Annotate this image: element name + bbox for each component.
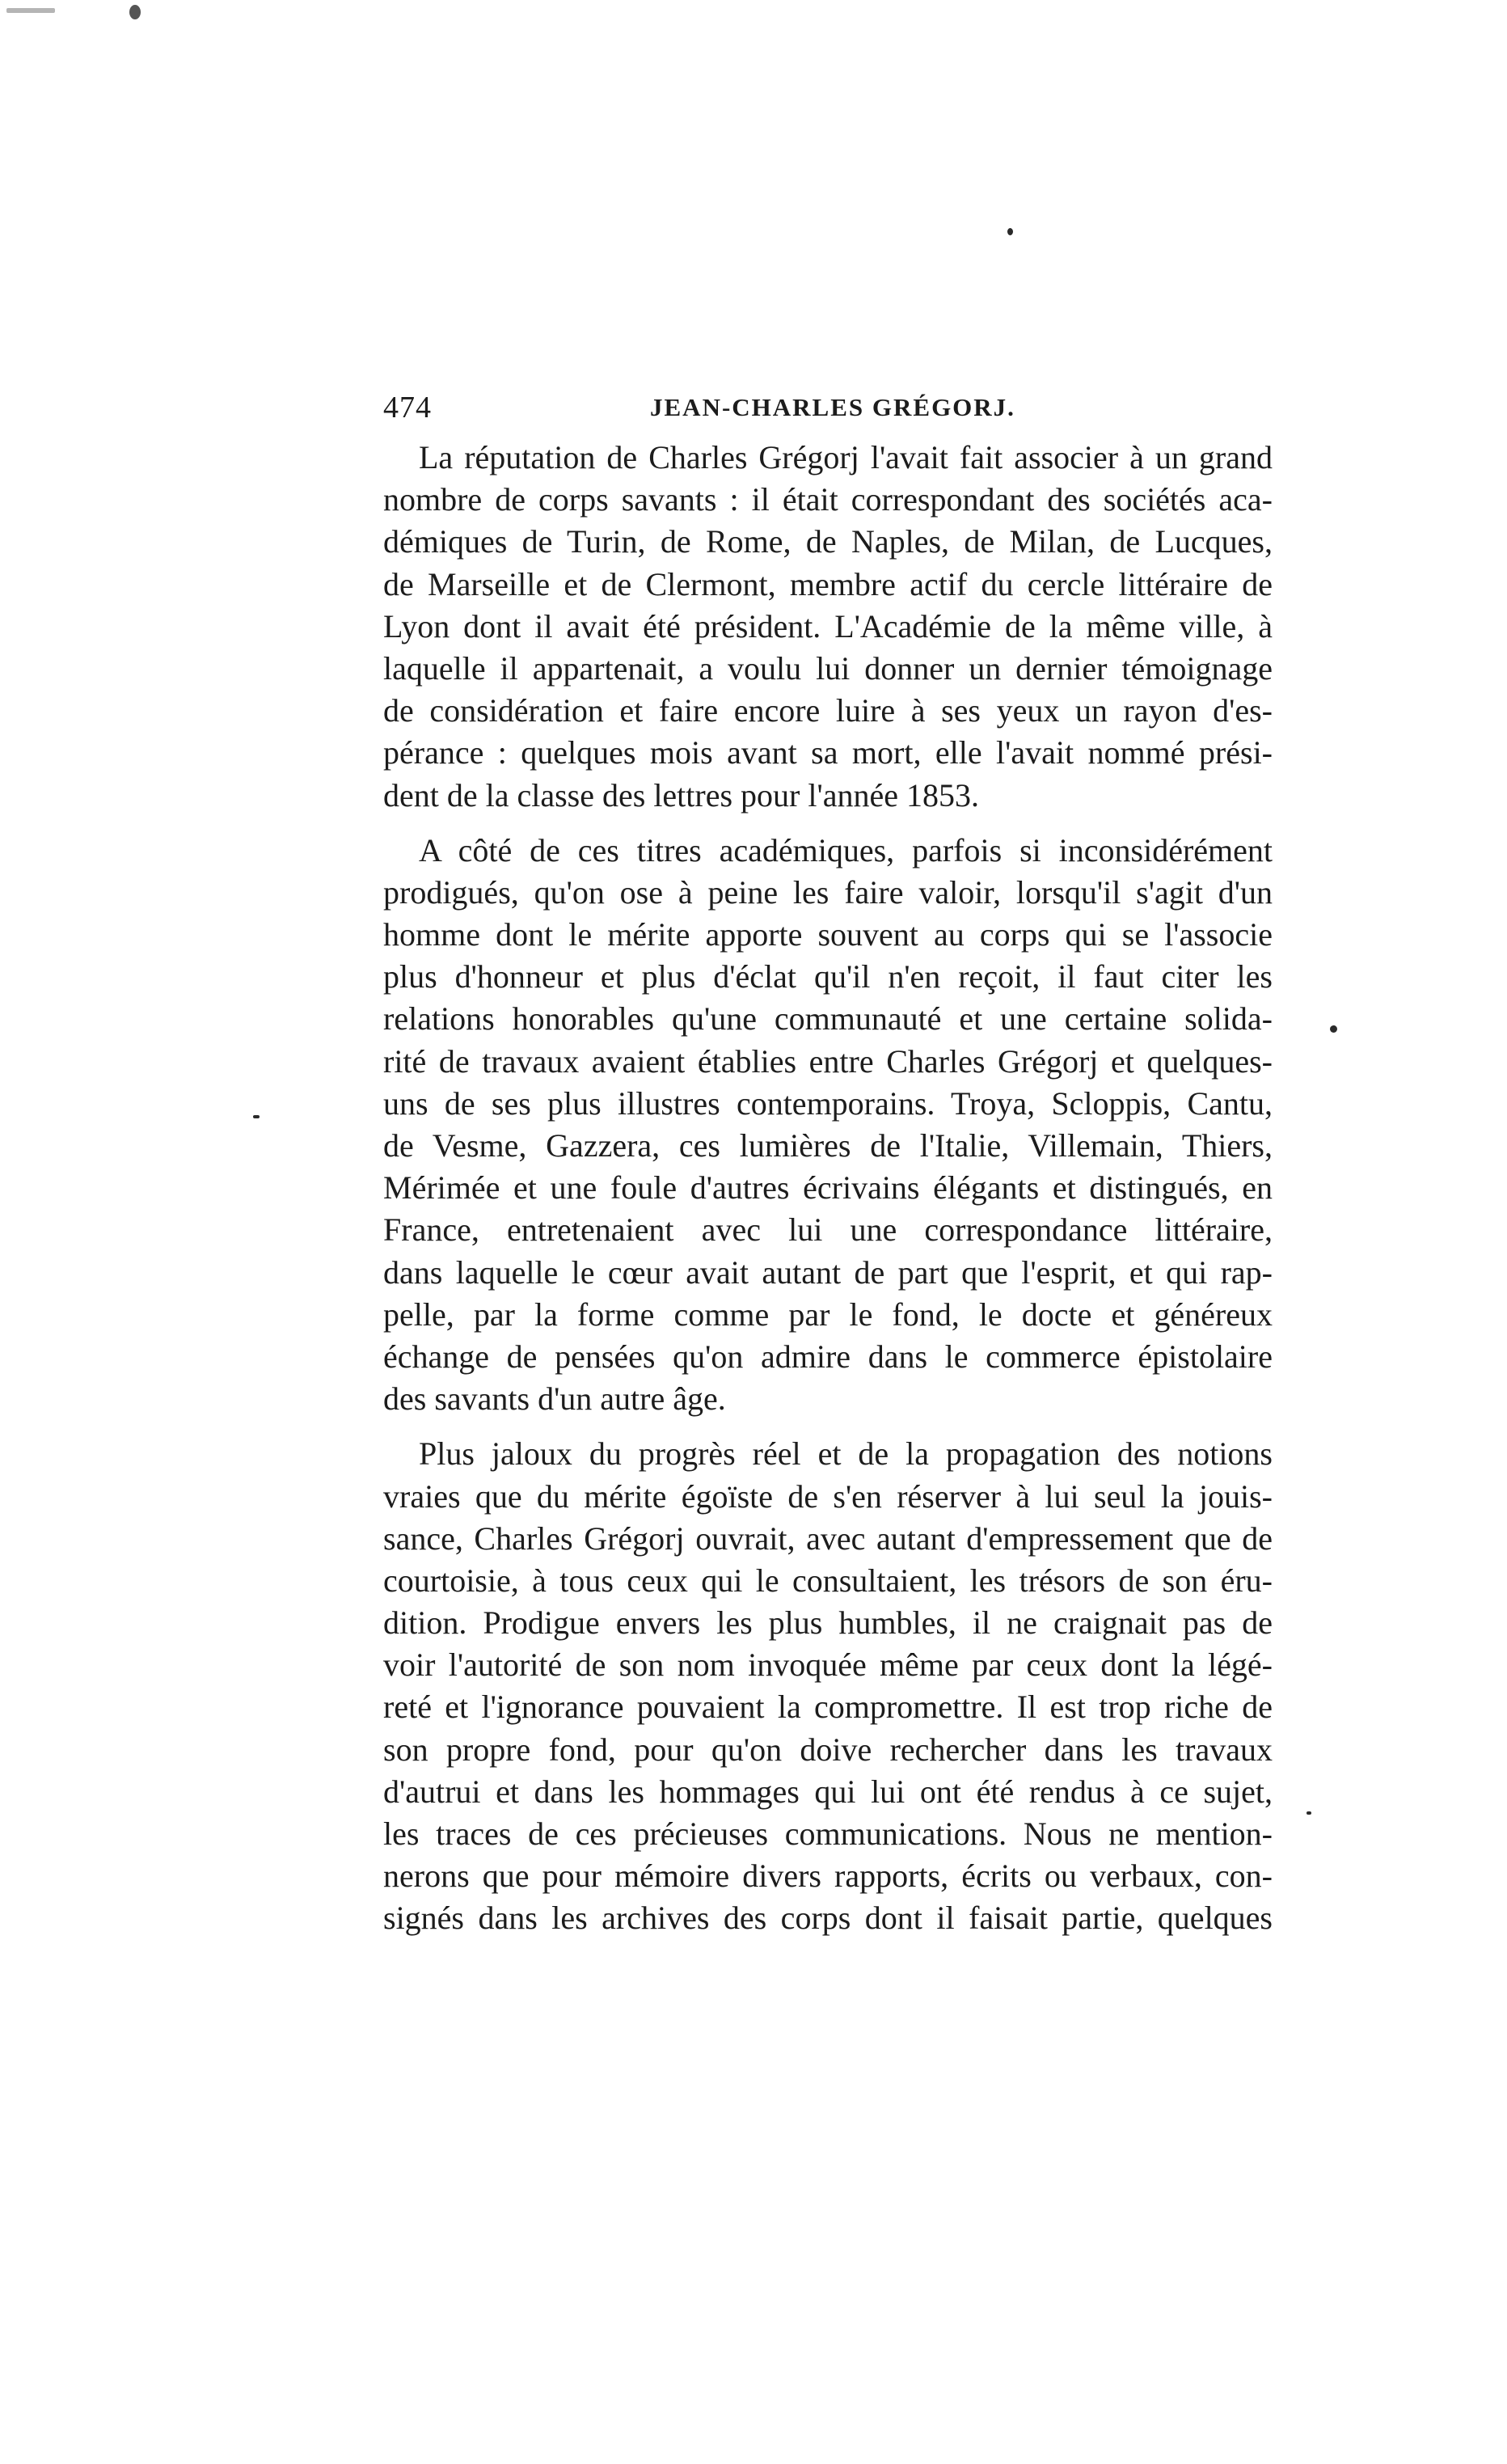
ink-speck	[6, 8, 55, 13]
page-header	[383, 383, 1273, 432]
text-line: sance, Charles Grégorj ouvrait, avec autant d'empressement que de	[383, 1519, 1273, 1557]
text-line: de Marseille et de Clermont, membre actif du cercle littéraire de	[383, 565, 1273, 602]
ink-speck	[1306, 1811, 1311, 1815]
text-line: vraies que du mérite égoïste de s'en réserver à lui seul la jouis-	[383, 1477, 1273, 1515]
text-line: courtoisie, à tous ceux qui le consultaient, les trésors de son éru-	[383, 1562, 1273, 1599]
text-line: homme dont le mérite apporte souvent au corps qui se l'associe	[383, 916, 1273, 953]
text-line: France, entretenaient avec lui une correspondance littéraire,	[383, 1211, 1273, 1249]
text-line: laquelle il appartenait, a voulu lui donner un dernier témoignage	[383, 649, 1273, 687]
text-line: échange de pensées qu'on admire dans le commerce épistolaire	[383, 1338, 1273, 1375]
paragraph	[383, 437, 1273, 817]
text-line: nerons que pour mémoire divers rapports, écrits ou verbaux, con-	[383, 1858, 1273, 1895]
text-line: Lyon dont il avait été président. L'Académie de la même ville, à	[383, 607, 1273, 645]
text-line: relations honorables qu'une communauté et une certaine solida-	[383, 1000, 1273, 1038]
text-line: uns de ses plus illustres contemporains. Troya, Scloppis, Cantu,	[383, 1084, 1273, 1122]
text-line: A côté de ces titres académiques, parfois si inconsidérément	[419, 831, 1273, 869]
text-line: Plus jaloux du progrès réel et de la propagation des notions	[419, 1435, 1273, 1473]
text-line: dans laquelle le cœur avait autant de part que l'esprit, et qui rap-	[383, 1253, 1273, 1291]
text-line: des savants d'un autre âge.	[383, 1380, 726, 1418]
text-line: son propre fond, pour qu'on doive rechercher dans les travaux	[383, 1731, 1273, 1768]
text-line: d'autrui et dans les hommages qui lui ont été rendus à ce sujet,	[383, 1773, 1273, 1810]
ink-speck	[1330, 1025, 1337, 1033]
text-line: signés dans les archives des corps dont il faisait partie, quelques	[383, 1900, 1273, 1937]
text-line: La réputation de Charles Grégorj l'avait fait associer à un grand	[419, 439, 1273, 475]
paragraph	[383, 1433, 1273, 1939]
text-line: prodigués, qu'on ose à peine les faire valoir, lorsqu'il s'agit d'un	[383, 873, 1273, 911]
ink-speck	[129, 5, 141, 19]
text-line: dition. Prodigue envers les plus humbles, il ne craignait pas de	[383, 1604, 1273, 1642]
text-line: pelle, par la forme comme par le fond, le docte et généreux	[383, 1295, 1273, 1333]
text-line: nombre de corps savants : il était correspondant des sociétés aca-	[383, 481, 1273, 518]
text-line: voir l'autorité de son nom invoquée même par ceux dont la légé-	[383, 1646, 1273, 1684]
text-line: de Vesme, Gazzera, ces lumières de l'Italie, Villemain, Thiers,	[383, 1127, 1273, 1164]
text-line: pérance : quelques mois avant sa mort, elle l'avait nommé prési-	[383, 734, 1273, 771]
text-line: rité de travaux avaient établies entre Charles Grégorj et quelques-	[383, 1042, 1273, 1080]
text-line: démiques de Turin, de Rome, de Naples, de Milan, de Lucques,	[383, 523, 1273, 560]
text-line: Mérimée et une foule d'autres écrivains élégants et distingués, en	[383, 1169, 1273, 1207]
text-line: reté et l'ignorance pouvaient la compromettre. Il est trop riche de	[383, 1688, 1273, 1726]
page-number: 474	[383, 391, 432, 425]
ink-speck	[253, 1115, 260, 1118]
text-line: de considération et faire encore luire à ses yeux un rayon d'es-	[383, 692, 1273, 729]
text-line: dent de la classe des lettres pour l'année 1853.	[383, 776, 979, 814]
text-line: plus d'honneur et plus d'éclat qu'il n'en reçoit, il faut citer les	[383, 958, 1273, 995]
running-head: JEAN-CHARLES GRÉGORJ.	[650, 393, 1015, 421]
text-line: les traces de ces précieuses communications. Nous ne mention-	[383, 1815, 1273, 1852]
paragraph	[383, 830, 1273, 1421]
ink-speck	[1007, 228, 1013, 235]
body-text	[383, 437, 1273, 1940]
